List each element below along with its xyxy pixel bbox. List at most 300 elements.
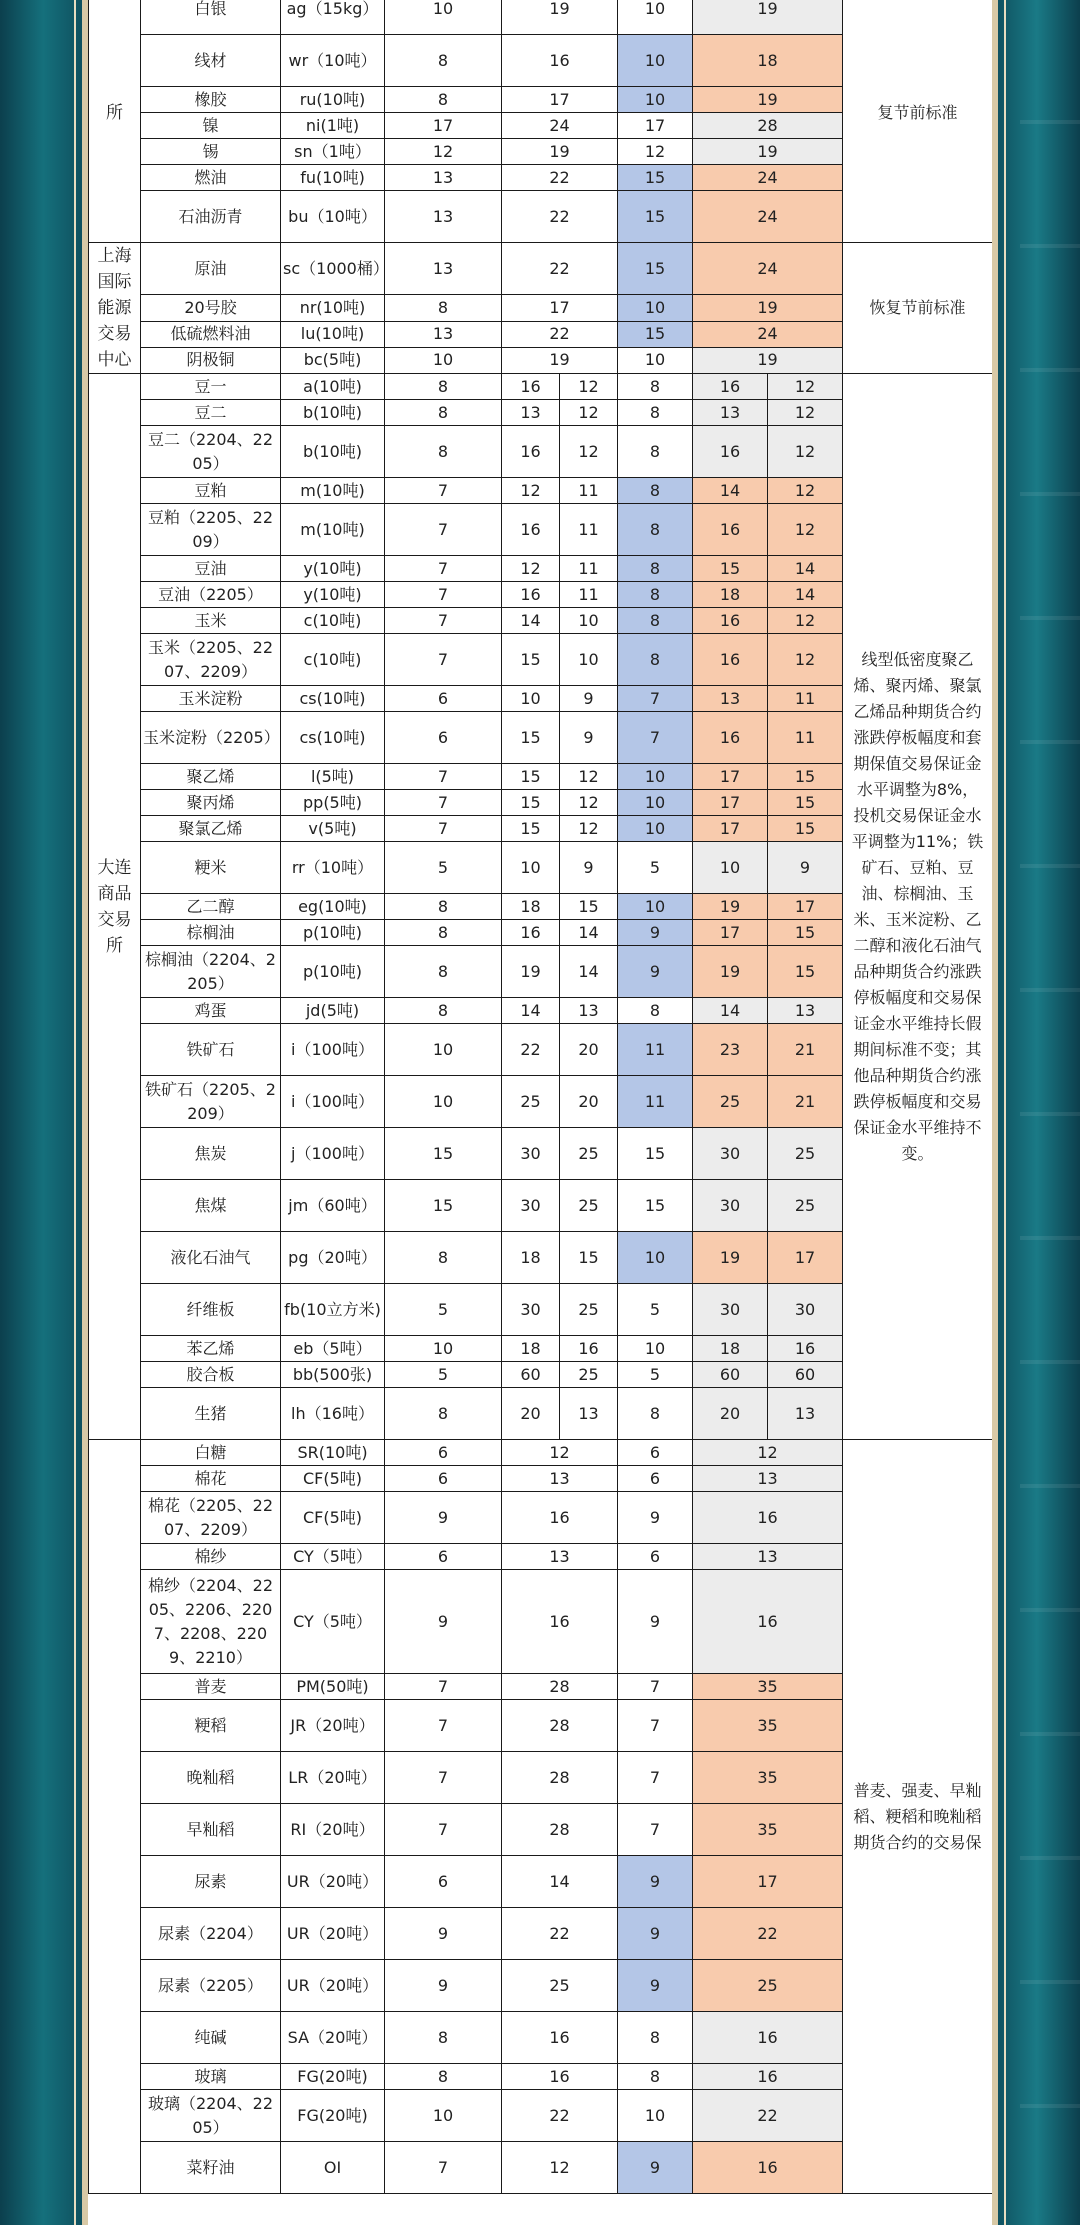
margin-before: 13 xyxy=(385,243,502,295)
limit-holiday: 16 xyxy=(502,2012,618,2064)
product-code: FG(20吨) xyxy=(281,2090,385,2142)
margin-before: 13 xyxy=(385,165,502,191)
limit-after: 30 xyxy=(693,1128,768,1180)
limit-after: 16 xyxy=(693,1492,843,1544)
limit-after: 19 xyxy=(693,1232,768,1284)
margin-before: 7 xyxy=(385,816,502,842)
margin-before: 10 xyxy=(385,1024,502,1076)
limit-holiday: 10 xyxy=(502,686,560,712)
limit-after: 35 xyxy=(693,1752,843,1804)
limit-holiday-2: 12 xyxy=(560,790,618,816)
limit-after-2: 12 xyxy=(768,374,843,400)
product-code: PM(50吨) xyxy=(281,1674,385,1700)
margin-after: 7 xyxy=(618,686,693,712)
margin-after: 9 xyxy=(618,1570,693,1674)
product-name: 棕榈油 xyxy=(141,920,281,946)
product-name: 20号胶 xyxy=(141,295,281,321)
limit-after-2: 13 xyxy=(768,998,843,1024)
limit-after: 19 xyxy=(693,139,843,165)
margin-before: 7 xyxy=(385,2142,502,2194)
limit-holiday: 13 xyxy=(502,1544,618,1570)
limit-after: 19 xyxy=(693,0,843,35)
margin-before: 9 xyxy=(385,1960,502,2012)
limit-after: 12 xyxy=(693,1440,843,1466)
limit-after-2: 15 xyxy=(768,790,843,816)
limit-holiday: 28 xyxy=(502,1700,618,1752)
limit-after-2: 25 xyxy=(768,1180,843,1232)
limit-after-2: 60 xyxy=(768,1362,843,1388)
margin-after: 9 xyxy=(618,1856,693,1908)
limit-after: 10 xyxy=(693,842,768,894)
limit-holiday: 15 xyxy=(502,634,560,686)
limit-after-2: 21 xyxy=(768,1024,843,1076)
limit-holiday: 13 xyxy=(502,1466,618,1492)
limit-holiday: 12 xyxy=(502,1440,618,1466)
margin-table xyxy=(88,0,992,2194)
limit-holiday: 60 xyxy=(502,1362,560,1388)
product-name: 焦炭 xyxy=(141,1128,281,1180)
margin-before: 7 xyxy=(385,1752,502,1804)
margin-after: 7 xyxy=(618,1752,693,1804)
product-code: OI xyxy=(281,2142,385,2194)
limit-holiday: 10 xyxy=(502,842,560,894)
adjustment-note: 普麦、强麦、早籼稻、粳稻和晚籼稻期货合约的交易保 xyxy=(843,1440,992,2194)
limit-after: 17 xyxy=(693,790,768,816)
limit-holiday: 30 xyxy=(502,1180,560,1232)
product-code: ag（15kg） xyxy=(281,0,385,35)
table-row xyxy=(89,374,993,400)
product-name: 低硫燃料油 xyxy=(141,321,281,347)
product-code: lu(10吨) xyxy=(281,321,385,347)
limit-after: 16 xyxy=(693,1570,843,1674)
limit-holiday: 19 xyxy=(502,946,560,998)
limit-after: 16 xyxy=(693,608,768,634)
limit-after: 16 xyxy=(693,2142,843,2194)
limit-holiday: 17 xyxy=(502,87,618,113)
product-name: 玉米淀粉 xyxy=(141,686,281,712)
product-name: 胶合板 xyxy=(141,1362,281,1388)
product-code: sn（1吨） xyxy=(281,139,385,165)
limit-after: 14 xyxy=(693,478,768,504)
product-name: 乙二醇 xyxy=(141,894,281,920)
limit-holiday-2: 12 xyxy=(560,374,618,400)
margin-before: 10 xyxy=(385,1076,502,1128)
limit-holiday-2: 10 xyxy=(560,634,618,686)
margin-after: 15 xyxy=(618,1128,693,1180)
limit-holiday: 12 xyxy=(502,556,560,582)
limit-holiday: 16 xyxy=(502,426,560,478)
product-code: wr（10吨） xyxy=(281,35,385,87)
margin-after: 11 xyxy=(618,1076,693,1128)
margin-after: 9 xyxy=(618,946,693,998)
limit-holiday: 16 xyxy=(502,504,560,556)
limit-holiday: 25 xyxy=(502,1960,618,2012)
product-name: 铁矿石（2205、2209） xyxy=(141,1076,281,1128)
limit-holiday: 30 xyxy=(502,1128,560,1180)
limit-holiday: 18 xyxy=(502,1336,560,1362)
limit-holiday: 16 xyxy=(502,920,560,946)
product-name: 棉花（2205、2207、2209） xyxy=(141,1492,281,1544)
limit-holiday-2: 12 xyxy=(560,400,618,426)
limit-after-2: 16 xyxy=(768,1336,843,1362)
limit-holiday-2: 11 xyxy=(560,582,618,608)
margin-after: 8 xyxy=(618,1388,693,1440)
product-name: 线材 xyxy=(141,35,281,87)
product-code: p(10吨) xyxy=(281,946,385,998)
product-name: 铁矿石 xyxy=(141,1024,281,1076)
limit-holiday: 14 xyxy=(502,1856,618,1908)
product-code: CY（5吨） xyxy=(281,1570,385,1674)
limit-after: 35 xyxy=(693,1674,843,1700)
limit-after: 22 xyxy=(693,1908,843,1960)
limit-holiday: 22 xyxy=(502,321,618,347)
limit-holiday-2: 11 xyxy=(560,556,618,582)
product-code: jd(5吨) xyxy=(281,998,385,1024)
product-name: 菜籽油 xyxy=(141,2142,281,2194)
limit-holiday: 22 xyxy=(502,1024,560,1076)
limit-holiday: 30 xyxy=(502,1284,560,1336)
limit-after: 19 xyxy=(693,946,768,998)
product-code: pg（20吨） xyxy=(281,1232,385,1284)
product-name: 玉米（2205、2207、2209） xyxy=(141,634,281,686)
product-name: 豆油（2205） xyxy=(141,582,281,608)
limit-holiday: 16 xyxy=(502,374,560,400)
product-name: 早籼稻 xyxy=(141,1804,281,1856)
product-name: 玻璃（2204、2205） xyxy=(141,2090,281,2142)
limit-holiday-2: 9 xyxy=(560,686,618,712)
margin-before: 6 xyxy=(385,712,502,764)
margin-before: 7 xyxy=(385,790,502,816)
limit-holiday: 15 xyxy=(502,764,560,790)
product-code: b(10吨) xyxy=(281,400,385,426)
product-code: b(10吨) xyxy=(281,426,385,478)
limit-after: 17 xyxy=(693,1856,843,1908)
limit-after: 17 xyxy=(693,764,768,790)
margin-after: 9 xyxy=(618,1908,693,1960)
margin-before: 10 xyxy=(385,1336,502,1362)
product-code: UR（20吨） xyxy=(281,1856,385,1908)
product-name: 纯碱 xyxy=(141,2012,281,2064)
limit-after: 17 xyxy=(693,920,768,946)
product-code: fu(10吨) xyxy=(281,165,385,191)
limit-after: 28 xyxy=(693,113,843,139)
product-name: 普麦 xyxy=(141,1674,281,1700)
limit-holiday-2: 15 xyxy=(560,894,618,920)
margin-before: 10 xyxy=(385,2090,502,2142)
limit-after: 35 xyxy=(693,1700,843,1752)
product-code: RI（20吨） xyxy=(281,1804,385,1856)
margin-before: 7 xyxy=(385,1804,502,1856)
margin-before: 7 xyxy=(385,608,502,634)
product-name: 焦煤 xyxy=(141,1180,281,1232)
limit-holiday-2: 16 xyxy=(560,1336,618,1362)
margin-after: 9 xyxy=(618,1960,693,2012)
limit-after-2: 21 xyxy=(768,1076,843,1128)
product-code: SR(10吨) xyxy=(281,1440,385,1466)
limit-holiday: 16 xyxy=(502,2064,618,2090)
limit-holiday: 19 xyxy=(502,0,618,35)
margin-before: 7 xyxy=(385,582,502,608)
margin-before: 8 xyxy=(385,946,502,998)
product-name: 锡 xyxy=(141,139,281,165)
limit-holiday: 28 xyxy=(502,1804,618,1856)
margin-before: 8 xyxy=(385,920,502,946)
limit-holiday: 14 xyxy=(502,608,560,634)
margin-before: 6 xyxy=(385,1544,502,1570)
product-code: CF(5吨) xyxy=(281,1466,385,1492)
limit-after: 24 xyxy=(693,165,843,191)
product-code: cs(10吨) xyxy=(281,712,385,764)
limit-after-2: 12 xyxy=(768,504,843,556)
limit-after-2: 12 xyxy=(768,608,843,634)
margin-after: 8 xyxy=(618,504,693,556)
margin-after: 12 xyxy=(618,139,693,165)
margin-after: 8 xyxy=(618,2064,693,2090)
limit-holiday: 22 xyxy=(502,191,618,243)
limit-holiday-2: 25 xyxy=(560,1128,618,1180)
limit-holiday: 15 xyxy=(502,712,560,764)
product-code: y(10吨) xyxy=(281,556,385,582)
margin-after: 11 xyxy=(618,1024,693,1076)
limit-after-2: 12 xyxy=(768,478,843,504)
margin-after: 8 xyxy=(618,998,693,1024)
margin-after: 10 xyxy=(618,1336,693,1362)
limit-holiday-2: 14 xyxy=(560,946,618,998)
limit-holiday: 22 xyxy=(502,165,618,191)
product-name: 豆二（2204、2205） xyxy=(141,426,281,478)
margin-after: 15 xyxy=(618,165,693,191)
product-name: 豆一 xyxy=(141,374,281,400)
limit-after: 16 xyxy=(693,374,768,400)
limit-after: 13 xyxy=(693,400,768,426)
margin-before: 8 xyxy=(385,87,502,113)
limit-holiday: 24 xyxy=(502,113,618,139)
limit-after: 13 xyxy=(693,1544,843,1570)
product-code: LR（20吨） xyxy=(281,1752,385,1804)
product-code: CY（5吨） xyxy=(281,1544,385,1570)
product-name: 白糖 xyxy=(141,1440,281,1466)
margin-before: 8 xyxy=(385,998,502,1024)
product-code: a(10吨) xyxy=(281,374,385,400)
margin-before: 13 xyxy=(385,321,502,347)
limit-holiday: 28 xyxy=(502,1752,618,1804)
product-code: l(5吨) xyxy=(281,764,385,790)
limit-holiday-2: 25 xyxy=(560,1284,618,1336)
limit-after: 30 xyxy=(693,1180,768,1232)
limit-after: 25 xyxy=(693,1076,768,1128)
margin-before: 8 xyxy=(385,2012,502,2064)
product-code: pp(5吨) xyxy=(281,790,385,816)
limit-holiday-2: 25 xyxy=(560,1362,618,1388)
limit-after-2: 14 xyxy=(768,556,843,582)
margin-after: 15 xyxy=(618,1180,693,1232)
limit-after-2: 14 xyxy=(768,582,843,608)
limit-after: 16 xyxy=(693,2012,843,2064)
limit-after: 16 xyxy=(693,634,768,686)
limit-holiday-2: 9 xyxy=(560,712,618,764)
margin-before: 9 xyxy=(385,1570,502,1674)
margin-after: 10 xyxy=(618,87,693,113)
margin-after: 10 xyxy=(618,816,693,842)
margin-after: 10 xyxy=(618,347,693,373)
product-name: 玉米淀粉（2205） xyxy=(141,712,281,764)
margin-before: 6 xyxy=(385,686,502,712)
limit-after-2: 15 xyxy=(768,920,843,946)
adjustment-note: 复节前标准 xyxy=(843,0,992,243)
margin-after: 8 xyxy=(618,374,693,400)
product-code: fb(10立方米) xyxy=(281,1284,385,1336)
margin-after: 5 xyxy=(618,842,693,894)
product-name: 橡胶 xyxy=(141,87,281,113)
product-name: 纤维板 xyxy=(141,1284,281,1336)
margin-before: 7 xyxy=(385,764,502,790)
margin-after: 8 xyxy=(618,556,693,582)
product-code: UR（20吨） xyxy=(281,1960,385,2012)
margin-before: 10 xyxy=(385,347,502,373)
limit-after: 23 xyxy=(693,1024,768,1076)
limit-after: 16 xyxy=(693,712,768,764)
limit-holiday: 19 xyxy=(502,139,618,165)
product-code: JR（20吨） xyxy=(281,1700,385,1752)
margin-before: 6 xyxy=(385,1856,502,1908)
limit-after-2: 13 xyxy=(768,1388,843,1440)
limit-holiday-2: 13 xyxy=(560,998,618,1024)
limit-holiday: 15 xyxy=(502,816,560,842)
product-code: i（100吨） xyxy=(281,1076,385,1128)
margin-table-panel xyxy=(88,0,992,2225)
product-name: 尿素 xyxy=(141,1856,281,1908)
limit-after-2: 11 xyxy=(768,686,843,712)
margin-before: 15 xyxy=(385,1180,502,1232)
limit-after: 19 xyxy=(693,87,843,113)
table-row xyxy=(89,0,993,35)
limit-holiday-2: 12 xyxy=(560,764,618,790)
limit-holiday: 17 xyxy=(502,295,618,321)
product-name: 豆二 xyxy=(141,400,281,426)
limit-after: 16 xyxy=(693,426,768,478)
product-name: 棕榈油（2204、2205） xyxy=(141,946,281,998)
limit-after-2: 17 xyxy=(768,894,843,920)
margin-before: 8 xyxy=(385,1388,502,1440)
margin-before: 5 xyxy=(385,1362,502,1388)
product-code: bc(5吨) xyxy=(281,347,385,373)
limit-holiday: 15 xyxy=(502,790,560,816)
margin-before: 5 xyxy=(385,842,502,894)
product-code: sc（1000桶） xyxy=(281,243,385,295)
product-code: eg(10吨) xyxy=(281,894,385,920)
table-row xyxy=(89,243,993,295)
limit-holiday: 12 xyxy=(502,478,560,504)
product-code: m(10吨) xyxy=(281,504,385,556)
margin-before: 7 xyxy=(385,1674,502,1700)
margin-after: 15 xyxy=(618,243,693,295)
product-name: 棉纱 xyxy=(141,1544,281,1570)
product-name: 燃油 xyxy=(141,165,281,191)
margin-after: 5 xyxy=(618,1284,693,1336)
limit-holiday-2: 20 xyxy=(560,1024,618,1076)
margin-after: 6 xyxy=(618,1466,693,1492)
product-code: FG(20吨) xyxy=(281,2064,385,2090)
margin-before: 13 xyxy=(385,191,502,243)
margin-after: 9 xyxy=(618,1492,693,1544)
margin-before: 8 xyxy=(385,374,502,400)
margin-after: 8 xyxy=(618,582,693,608)
exchange-name xyxy=(89,1440,141,2194)
margin-after: 8 xyxy=(618,400,693,426)
product-name: 聚乙烯 xyxy=(141,764,281,790)
margin-before: 7 xyxy=(385,504,502,556)
product-code: y(10吨) xyxy=(281,582,385,608)
product-code: CF(5吨) xyxy=(281,1492,385,1544)
frame-line-left-outer xyxy=(74,0,76,2225)
margin-after: 10 xyxy=(618,295,693,321)
limit-after: 16 xyxy=(693,504,768,556)
product-name: 鸡蛋 xyxy=(141,998,281,1024)
limit-after-2: 12 xyxy=(768,634,843,686)
limit-after: 24 xyxy=(693,243,843,295)
margin-after: 10 xyxy=(618,1232,693,1284)
margin-after: 10 xyxy=(618,764,693,790)
limit-holiday-2: 9 xyxy=(560,842,618,894)
limit-after: 25 xyxy=(693,1960,843,2012)
limit-after: 13 xyxy=(693,686,768,712)
margin-after: 15 xyxy=(618,191,693,243)
limit-holiday: 16 xyxy=(502,1492,618,1544)
limit-holiday: 22 xyxy=(502,1908,618,1960)
margin-before: 12 xyxy=(385,139,502,165)
limit-after: 24 xyxy=(693,191,843,243)
product-code: bb(500张) xyxy=(281,1362,385,1388)
limit-after-2: 12 xyxy=(768,400,843,426)
adjustment-note: 线型低密度聚乙烯、聚丙烯、聚氯乙烯品种期货合约涨跌停板幅度和套期保值交易保证金水平调整为8%，投机交易保证金水平调整为11%；铁矿石、豆粕、豆油、棕榈油、玉米、玉米淀粉、乙二醇和液化石油气品种期货合约涨跌停板幅度和交易保证金水平维持长假期间标准不变；其他品种期货合约涨跌停板幅度和交易保证金水平维持不变。 xyxy=(843,374,992,1440)
margin-after: 9 xyxy=(618,920,693,946)
product-code: nr(10吨) xyxy=(281,295,385,321)
limit-holiday-2: 12 xyxy=(560,426,618,478)
frame-line-right xyxy=(992,0,998,2225)
product-name: 镍 xyxy=(141,113,281,139)
limit-holiday-2: 25 xyxy=(560,1180,618,1232)
margin-after: 15 xyxy=(618,321,693,347)
product-code: c(10吨) xyxy=(281,608,385,634)
limit-holiday: 16 xyxy=(502,582,560,608)
limit-holiday: 28 xyxy=(502,1674,618,1700)
product-code: ru(10吨) xyxy=(281,87,385,113)
limit-holiday: 18 xyxy=(502,1232,560,1284)
limit-after: 20 xyxy=(693,1388,768,1440)
limit-after-2: 11 xyxy=(768,712,843,764)
margin-before: 7 xyxy=(385,478,502,504)
margin-after: 6 xyxy=(618,1544,693,1570)
limit-after-2: 15 xyxy=(768,816,843,842)
limit-after: 17 xyxy=(693,816,768,842)
product-name: 玻璃 xyxy=(141,2064,281,2090)
margin-after: 9 xyxy=(618,2142,693,2194)
margin-before: 8 xyxy=(385,2064,502,2090)
limit-after-2: 17 xyxy=(768,1232,843,1284)
margin-before: 8 xyxy=(385,400,502,426)
margin-before: 8 xyxy=(385,35,502,87)
product-name: 棉花 xyxy=(141,1466,281,1492)
limit-after-2: 25 xyxy=(768,1128,843,1180)
product-name: 粳米 xyxy=(141,842,281,894)
margin-before: 8 xyxy=(385,426,502,478)
product-code: lh（16吨） xyxy=(281,1388,385,1440)
limit-holiday: 16 xyxy=(502,35,618,87)
limit-holiday-2: 12 xyxy=(560,816,618,842)
limit-after: 14 xyxy=(693,998,768,1024)
margin-before: 7 xyxy=(385,634,502,686)
product-name: 聚丙烯 xyxy=(141,790,281,816)
